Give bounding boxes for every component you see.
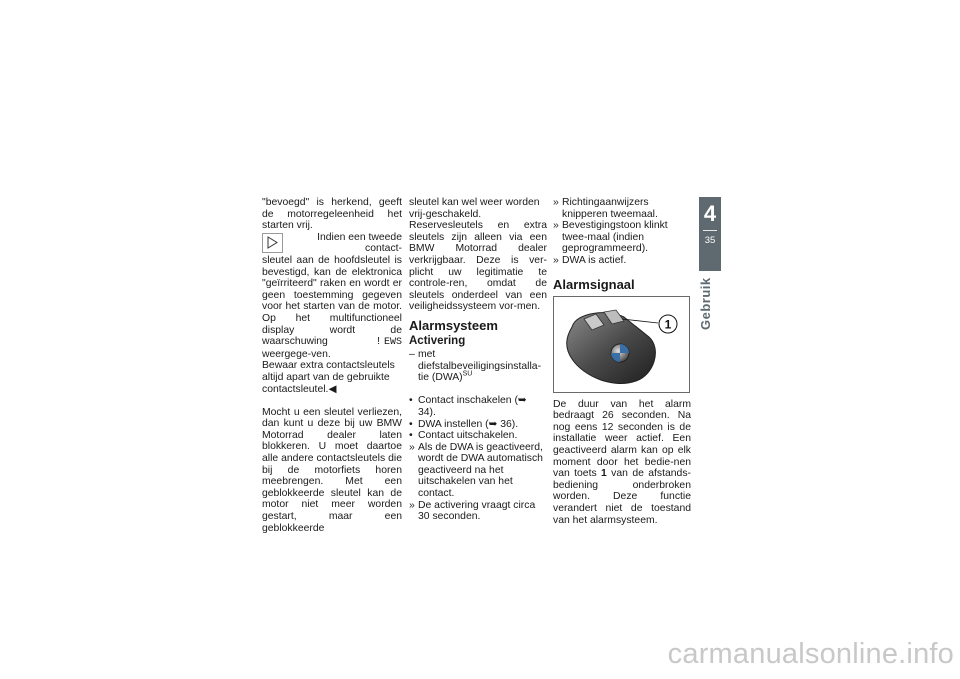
subheading-activering: Activering (409, 334, 466, 347)
watermark: carmanualsonline.info (667, 638, 954, 670)
paragraph: Reservesleutels en extra sleutels zijn alleen via een BMW Motorrad dealer verkrijgbaar. Deze is ver-plicht uw legitimatie te controle-ren, omdat de sleutels onderdeel van een veiligheidssysteem vor-men. (409, 220, 547, 313)
ews-display-text: EWS (383, 337, 402, 349)
paragraph: Bewaar extra contactsleutels altijd apart van de gebruikte contactsleutel. (262, 360, 395, 395)
result-mark: » (409, 441, 415, 453)
chapter-tab (699, 197, 721, 271)
dash-mark: – (409, 348, 415, 360)
remote-key-illustration (554, 297, 689, 392)
paragraph: Mocht u een sleutel verliezen, dan kunt u deze bij uw BMW Motorrad dealer laten blokkeren. U moet daartoe alle andere contactsleutels die bij de motorfiets horen meebrengen. Met een geblokkeerde sleutel kan de motor niet meer worden gestart, maar een geblokkeerde (262, 406, 402, 534)
remote-key-figure (553, 296, 690, 393)
text-column-1 (262, 197, 402, 534)
list-item: • Contact uitschakelen. (409, 430, 518, 442)
section-heading-alarm: Alarmsysteem (409, 317, 498, 333)
callout-1: 1 (664, 317, 672, 332)
result-mark: » (553, 197, 559, 208)
sup-note: SU (462, 370, 473, 378)
condition-item: – met diefstalbeveiligingsinstalla-tie (DWA)$^{SU}$ (409, 348, 542, 384)
result-item: » Richtingaanwijzers knipperen tweemaal. (553, 197, 658, 220)
result-item: » DWA is actief. (553, 254, 627, 266)
text-column-2 (409, 197, 547, 523)
result-item: » Bevestigingstoon klinkt twee-maal (indien geprogrammeerd). (553, 220, 668, 255)
result-item: » Als de DWA is geactiveerd, wordt de DWA automatisch geactiveerd na het uitschakelen van het contact. (409, 441, 543, 500)
note-icon (262, 233, 283, 253)
end-mark-icon: ◀ (328, 383, 337, 395)
result-mark: » (553, 220, 559, 232)
list-item: • DWA instellen (➥ 36). (409, 418, 519, 430)
text-column-3 (553, 197, 691, 526)
note-tail: weergege-ven. (262, 348, 331, 360)
note-first-line: Indien een tweede contact- (317, 231, 402, 255)
warning-symbol: ! (377, 336, 380, 348)
section-side-title: Gebruik (698, 277, 713, 330)
page-number: 35 (704, 235, 716, 246)
bullet-mark: • (409, 395, 413, 407)
list-item: • Contact inschakelen (➥ 34). (409, 395, 527, 418)
note-block (262, 232, 402, 361)
note-text: sleutel aan de hoofdsleutel is bevestigd, kan de elektronica "geïrriteerd" raken en wordt er geen toestemming gegeven voor het starten van de motor. Op het multifunctioneel display wordt de waarschuwing (262, 254, 402, 348)
result-mark: » (553, 254, 559, 266)
result-mark: » (409, 499, 415, 511)
bullet-mark: • (409, 418, 413, 430)
paragraph: De duur van het alarm bedraagt 26 seconden. Na nog eens 12 seconden is de installatie weer actief. Een geactiveerd alarm kan op elk moment door het bedie-nen van toets 1 van de afstands-bediening onderbroken worden. Deze functie verandert niet de toestand van het alarmsysteem. (553, 398, 691, 526)
paragraph: sleutel kan wel weer worden vrij-geschakeld. (409, 197, 540, 220)
button-ref: 1 (601, 468, 607, 480)
bullet-mark: • (409, 430, 413, 442)
chapter-number: 4 (703, 201, 717, 226)
paragraph: "bevoegd" is herkend, geeft de motorregeleenheid het starten vrij. (262, 197, 402, 232)
result-item: » De activering vraagt circa 30 seconden. (409, 499, 536, 523)
section-heading-alarmsignaal: Alarmsignaal (553, 276, 635, 292)
